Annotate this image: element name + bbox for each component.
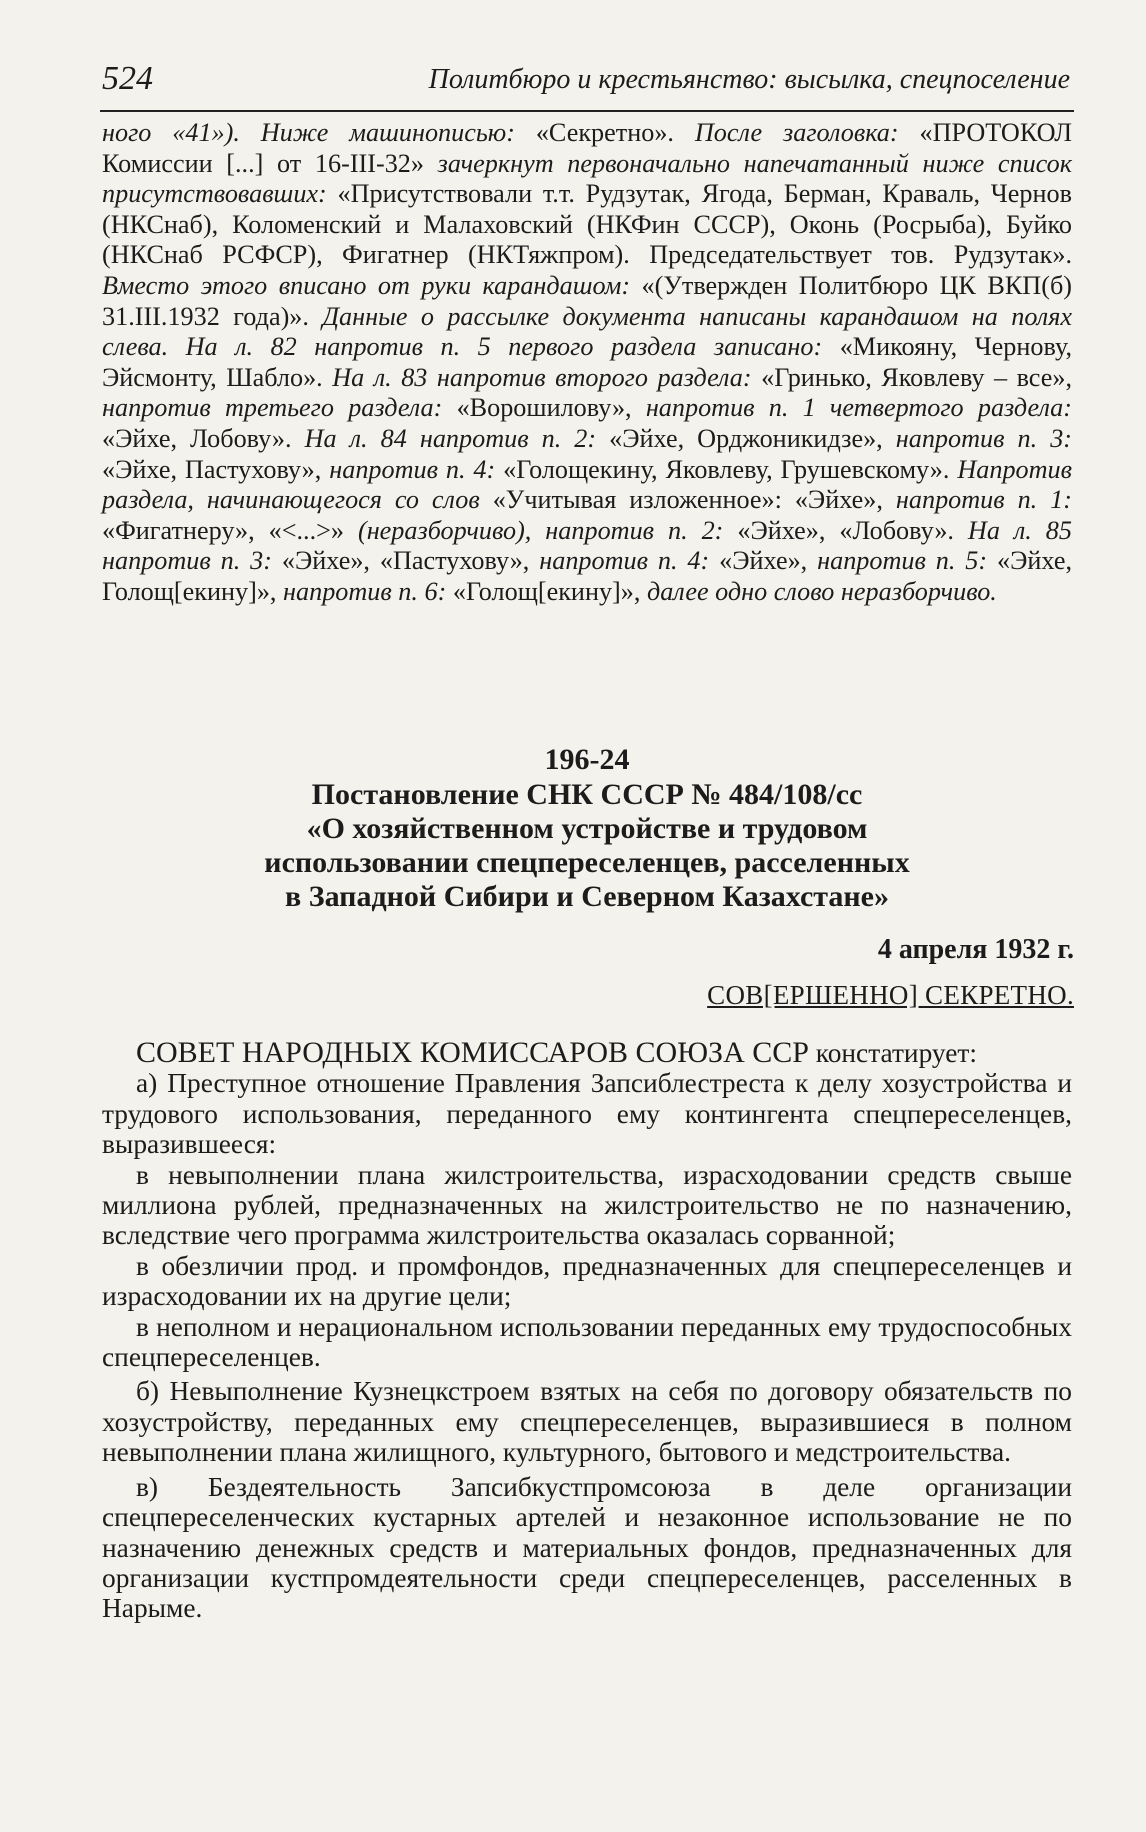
note-quote: «Гринько, Яковлеву – все», [761,362,1073,392]
council-name: СОВЕТ НАРОДНЫХ КОМИССАРОВ СОЮЗА ССР [136,1036,809,1069]
secrecy-stamp: СОВ[ЕРШЕННО] СЕКРЕТНО. [707,980,1074,1010]
note-text: ного «41»). [102,118,261,147]
document-title-line: использовании спецпереселенцев, расселенных [264,846,910,879]
note-quote: «(Утвержден Политбюро ЦК ВКП(б) 31.III.1932 года)». [102,270,1072,331]
paragraph: в) Бездеятельность Запсибкустпромсоюза в деле организации спецпереселенческих кустарных артелей и незаконное использование не по назначению денежных средств и материальных фондов, предназначенных для организации кустпромдеятельности среди спецпереселенцев, расселенных в Нарыме. [102,1471,1072,1624]
running-title: Политбюро и крестьянство: высылка, спецпоселение [428,64,1070,95]
note-quote: «Голощекину, Яковлеву, Грушевскому». [503,454,958,484]
note-text: Вместо этого вписано от руки карандашом: [102,270,642,300]
note-text: зачеркнут первоначально напечатанный ниже список присутствовавших: [102,148,1072,209]
note-quote: «Эйхе, Голощ[екину]», [102,546,1073,606]
page-number: 524 [102,60,153,97]
note-quote: «Эйхе», [719,546,818,576]
note-text: Данные о рассылке документа написаны карандашом на полях слева. На л. 82 напротив п. 5 первого раздела записано: [102,301,1073,362]
note-text: напротив п. 4: [539,546,720,576]
note-quote: «Эйхе, Орджоникидзе», [609,423,896,453]
note-text: напротив третьего раздела: [102,393,457,423]
paragraph: а) Преступное отношение Правления Запсиблестреста к делу хозустройства и трудового использования, переданного ему контингента спецпереселенцев, выразившееся: [102,1068,1072,1160]
paragraph [102,1038,1072,1068]
note-text: напротив п. 4: [329,454,504,484]
note-quote: «Микояну, Чернову, Эйсмонту, Шабло». [102,332,1072,392]
note-text: далее одно слово неразборчиво. [646,576,997,606]
note-text: (неразборчиво), напротив п. 2: [357,515,738,545]
paragraph: б) Невыполнение Кузнецкстроем взятых на себя по договору обязательств по хозустройству, переданных ему спецпереселенцев, выразившиеся в полном невыполнении плана жилищного, культурного, бытового и медстроительства. [102,1376,1072,1468]
note-text: Напротив раздела, начинающегося со слов [102,454,1073,515]
note-text: На л. 85 напротив п. 3: [102,515,1072,576]
document-title-line: Постановление СНК СССР № 484/108/сс [311,778,863,811]
document-title-line: в Западной Сибири и Северном Казахстане» [285,880,889,913]
note-text: напротив п. 3: [895,423,1073,453]
document-body [102,1038,1072,1624]
archival-notes [102,118,1072,608]
note-text: напротив п. 5: [817,546,997,576]
note-quote: «Эйхе», «Лобову». [737,515,968,545]
paragraph: в неполном и нерациональном использовании переданных ему трудоспособных спецпереселенцев. [102,1311,1072,1373]
note-text: напротив п. 1 четвертого раздела: [645,393,1072,423]
paragraph-text: констатирует: [808,1038,977,1068]
note-text: напротив п. 6: [283,576,453,606]
note-quote: «ПРОТОКОЛ Комиссии [...] от 16-III-32» [102,118,1073,178]
note-text: напротив п. 1: [895,485,1072,515]
note-quote: «Ворошилову», [456,393,646,423]
document-heading [100,742,1074,914]
running-header [100,58,1074,112]
document-date: 4 апреля 1932 г. [877,934,1074,965]
note-text: Ниже машинописью: [260,118,536,147]
note-quote: «Присутствовали т.т. Рудзутак, Ягода, Берман, Краваль, Чернов (НКСнаб), Коломенский и Малаховский (НКФин СССР), Оконь (Росрыба), Буйко (НКСнаб РСФСР), Фигатнер (НКТяжпром). Председательствует тов. Рудзутак». [102,179,1072,270]
note-quote: «Эйхе, Пастухову», [102,454,330,484]
document-title-line: «О хозяйственном устройстве и трудовом [306,812,868,845]
note-quote: «Фигатнеру», «<...>» [102,515,358,545]
note-text: После заголовка: [694,118,920,147]
note-text: На л. 83 напротив второго раздела: [332,362,762,392]
note-quote: «Эйхе», «Пастухову», [281,546,540,576]
paragraph: в обезличии прод. и промфондов, предназначенных для спецпереселенцев и израсходовании их на другие цели; [102,1250,1072,1312]
paragraph: в невыполнении плана жилстроительства, израсходовании средств свыше миллиона рублей, предназначенных на жилстроительство не по назначению, вследствие чего программа жилстроительства оказалась сорванной; [102,1159,1072,1251]
note-quote: «Учитывая изложенное»: «Эйхе», [492,485,896,515]
note-text: На л. 84 напротив п. 2: [304,423,610,453]
note-quote: «Голощ[екину]», [452,576,647,606]
note-quote: «Эйхе, Лобову». [102,423,305,453]
document-number: 196-24 [544,743,630,776]
note-quote: «Секретно». [535,118,695,147]
